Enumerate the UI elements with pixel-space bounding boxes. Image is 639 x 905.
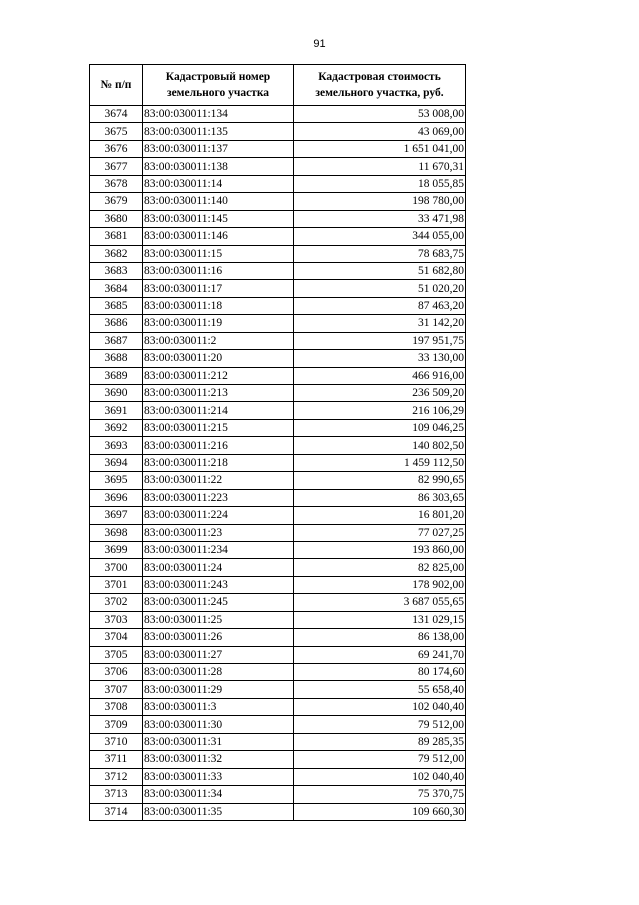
row-index-cell: 3696: [90, 489, 143, 506]
cadastral-number-cell: 83:00:030011:32: [143, 751, 294, 768]
row-index-cell: 3683: [90, 262, 143, 279]
cadastral-number-cell: 83:00:030011:15: [143, 245, 294, 262]
cadastral-number-cell: 83:00:030011:3: [143, 698, 294, 715]
cadastral-number-cell: 83:00:030011:33: [143, 768, 294, 785]
table-row: [90, 507, 466, 524]
cadastral-value-cell: 1 459 112,50: [294, 454, 466, 471]
cadastral-value-cell: 82 825,00: [294, 559, 466, 576]
row-index-cell: 3713: [90, 786, 143, 803]
cadastral-value-cell: 87 463,20: [294, 297, 466, 314]
cadastral-number-cell: 83:00:030011:23: [143, 524, 294, 541]
cadastral-value-cell: 16 801,20: [294, 507, 466, 524]
cadastral-number-cell: 83:00:030011:243: [143, 576, 294, 593]
table-row: [90, 262, 466, 279]
row-index-cell: 3711: [90, 751, 143, 768]
row-index-cell: 3694: [90, 454, 143, 471]
cadastral-number-cell: 83:00:030011:18: [143, 297, 294, 314]
cadastral-number-cell: 83:00:030011:218: [143, 454, 294, 471]
cadastral-number-cell: 83:00:030011:17: [143, 280, 294, 297]
cadastral-value-cell: 55 658,40: [294, 681, 466, 698]
row-index-cell: 3690: [90, 385, 143, 402]
cadastral-value-cell: 43 069,00: [294, 123, 466, 140]
row-index-cell: 3686: [90, 315, 143, 332]
table-row: [90, 768, 466, 785]
table-row: [90, 297, 466, 314]
cadastral-value-cell: 109 660,30: [294, 803, 466, 820]
cadastral-number-cell: 83:00:030011:34: [143, 786, 294, 803]
row-index-cell: 3698: [90, 524, 143, 541]
table-row: [90, 158, 466, 175]
row-index-cell: 3704: [90, 629, 143, 646]
cadastral-number-cell: 83:00:030011:24: [143, 559, 294, 576]
cadastral-number-cell: 83:00:030011:135: [143, 123, 294, 140]
cadastral-value-cell: 197 951,75: [294, 332, 466, 349]
cadastral-number-cell: 83:00:030011:30: [143, 716, 294, 733]
row-index-cell: 3710: [90, 733, 143, 750]
table-row: [90, 786, 466, 803]
row-index-cell: 3695: [90, 472, 143, 489]
row-index-cell: 3709: [90, 716, 143, 733]
row-index-cell: 3682: [90, 245, 143, 262]
cadastral-number-cell: 83:00:030011:22: [143, 472, 294, 489]
cadastral-number-cell: 83:00:030011:28: [143, 664, 294, 681]
cadastral-number-cell: 83:00:030011:14: [143, 175, 294, 192]
table-row: [90, 751, 466, 768]
row-index-cell: 3708: [90, 698, 143, 715]
table-row: [90, 611, 466, 628]
table-row: [90, 419, 466, 436]
cadastral-number-cell: 83:00:030011:29: [143, 681, 294, 698]
table-row: [90, 175, 466, 192]
column-header-cadastral-number: Кадастровый номер земельного участка: [143, 65, 294, 106]
table-row: [90, 576, 466, 593]
cadastral-number-cell: 83:00:030011:138: [143, 158, 294, 175]
row-index-cell: 3703: [90, 611, 143, 628]
cadastral-value-cell: 53 008,00: [294, 106, 466, 123]
table-row: [90, 472, 466, 489]
table-row: [90, 681, 466, 698]
cadastral-value-cell: 344 055,00: [294, 228, 466, 245]
table-row: [90, 454, 466, 471]
cadastral-value-cell: 131 029,15: [294, 611, 466, 628]
table-row: [90, 350, 466, 367]
table-row: [90, 803, 466, 820]
table-row: [90, 594, 466, 611]
cadastral-value-cell: 86 138,00: [294, 629, 466, 646]
column-header-cadastral-value: Кадастровая стоимость земельного участка, руб.: [294, 65, 466, 106]
table-row: [90, 123, 466, 140]
row-index-cell: 3712: [90, 768, 143, 785]
table-row: [90, 646, 466, 663]
cadastral-value-cell: 79 512,00: [294, 716, 466, 733]
cadastral-value-cell: 33 130,00: [294, 350, 466, 367]
cadastral-value-cell: 75 370,75: [294, 786, 466, 803]
cadastral-number-cell: 83:00:030011:26: [143, 629, 294, 646]
table-row: [90, 385, 466, 402]
table-row: [90, 332, 466, 349]
row-index-cell: 3681: [90, 228, 143, 245]
cadastral-value-cell: 86 303,65: [294, 489, 466, 506]
row-index-cell: 3705: [90, 646, 143, 663]
cadastral-number-cell: 83:00:030011:214: [143, 402, 294, 419]
row-index-cell: 3674: [90, 106, 143, 123]
table-row: [90, 489, 466, 506]
row-index-cell: 3680: [90, 210, 143, 227]
cadastral-number-cell: 83:00:030011:2: [143, 332, 294, 349]
row-index-cell: 3676: [90, 140, 143, 157]
cadastral-value-cell: 77 027,25: [294, 524, 466, 541]
table-row: [90, 629, 466, 646]
table-row: [90, 524, 466, 541]
row-index-cell: 3689: [90, 367, 143, 384]
cadastral-number-cell: 83:00:030011:223: [143, 489, 294, 506]
row-index-cell: 3693: [90, 437, 143, 454]
row-index-cell: 3691: [90, 402, 143, 419]
row-index-cell: 3677: [90, 158, 143, 175]
cadastral-number-cell: 83:00:030011:137: [143, 140, 294, 157]
row-index-cell: 3678: [90, 175, 143, 192]
cadastral-value-cell: 82 990,65: [294, 472, 466, 489]
column-header-index: № п/п: [90, 65, 143, 106]
row-index-cell: 3692: [90, 419, 143, 436]
row-index-cell: 3687: [90, 332, 143, 349]
table-row: [90, 315, 466, 332]
cadastral-number-cell: 83:00:030011:19: [143, 315, 294, 332]
cadastral-value-cell: 216 106,29: [294, 402, 466, 419]
row-index-cell: 3714: [90, 803, 143, 820]
row-index-cell: 3675: [90, 123, 143, 140]
row-index-cell: 3706: [90, 664, 143, 681]
table-row: [90, 140, 466, 157]
cadastral-number-cell: 83:00:030011:216: [143, 437, 294, 454]
cadastral-value-cell: 79 512,00: [294, 751, 466, 768]
table-row: [90, 698, 466, 715]
table-row: [90, 106, 466, 123]
cadastral-value-cell: 51 020,20: [294, 280, 466, 297]
cadastral-value-cell: 18 055,85: [294, 175, 466, 192]
cadastral-number-cell: 83:00:030011:213: [143, 385, 294, 402]
table-row: [90, 210, 466, 227]
cadastral-value-cell: 69 241,70: [294, 646, 466, 663]
row-index-cell: 3679: [90, 193, 143, 210]
cadastral-number-cell: 83:00:030011:140: [143, 193, 294, 210]
cadastral-number-cell: 83:00:030011:146: [143, 228, 294, 245]
cadastral-number-cell: 83:00:030011:224: [143, 507, 294, 524]
cadastral-number-cell: 83:00:030011:134: [143, 106, 294, 123]
cadastral-number-cell: 83:00:030011:35: [143, 803, 294, 820]
row-index-cell: 3685: [90, 297, 143, 314]
cadastral-value-cell: 102 040,40: [294, 768, 466, 785]
cadastral-value-cell: 78 683,75: [294, 245, 466, 262]
cadastral-value-cell: 466 916,00: [294, 367, 466, 384]
cadastral-value-table: [89, 64, 466, 821]
cadastral-value-cell: 89 285,35: [294, 733, 466, 750]
row-index-cell: 3700: [90, 559, 143, 576]
cadastral-number-cell: 83:00:030011:16: [143, 262, 294, 279]
cadastral-value-cell: 193 860,00: [294, 541, 466, 558]
cadastral-value-cell: 198 780,00: [294, 193, 466, 210]
table-row: [90, 541, 466, 558]
row-index-cell: 3684: [90, 280, 143, 297]
table-row: [90, 559, 466, 576]
cadastral-value-cell: 1 651 041,00: [294, 140, 466, 157]
cadastral-value-cell: 140 802,50: [294, 437, 466, 454]
cadastral-number-cell: 83:00:030011:212: [143, 367, 294, 384]
cadastral-number-cell: 83:00:030011:20: [143, 350, 294, 367]
row-index-cell: 3699: [90, 541, 143, 558]
cadastral-value-cell: 109 046,25: [294, 419, 466, 436]
cadastral-value-cell: 33 471,98: [294, 210, 466, 227]
table-body: [90, 106, 466, 821]
table-header-row: [90, 65, 466, 106]
cadastral-number-cell: 83:00:030011:245: [143, 594, 294, 611]
cadastral-value-cell: 3 687 055,65: [294, 594, 466, 611]
cadastral-number-cell: 83:00:030011:25: [143, 611, 294, 628]
table-row: [90, 228, 466, 245]
table-row: [90, 193, 466, 210]
table-row: [90, 733, 466, 750]
table-row: [90, 245, 466, 262]
row-index-cell: 3702: [90, 594, 143, 611]
table-row: [90, 664, 466, 681]
cadastral-number-cell: 83:00:030011:27: [143, 646, 294, 663]
table-row: [90, 280, 466, 297]
table-row: [90, 367, 466, 384]
cadastral-value-cell: 236 509,20: [294, 385, 466, 402]
cadastral-value-cell: 51 682,80: [294, 262, 466, 279]
row-index-cell: 3697: [90, 507, 143, 524]
table-row: [90, 716, 466, 733]
cadastral-value-cell: 178 902,00: [294, 576, 466, 593]
row-index-cell: 3707: [90, 681, 143, 698]
cadastral-value-cell: 102 040,40: [294, 698, 466, 715]
cadastral-number-cell: 83:00:030011:31: [143, 733, 294, 750]
page-number: 91: [313, 38, 326, 50]
row-index-cell: 3688: [90, 350, 143, 367]
cadastral-value-cell: 11 670,31: [294, 158, 466, 175]
cadastral-number-cell: 83:00:030011:215: [143, 419, 294, 436]
cadastral-number-cell: 83:00:030011:145: [143, 210, 294, 227]
cadastral-value-cell: 80 174,60: [294, 664, 466, 681]
cadastral-number-cell: 83:00:030011:234: [143, 541, 294, 558]
cadastral-value-cell: 31 142,20: [294, 315, 466, 332]
table-row: [90, 437, 466, 454]
row-index-cell: 3701: [90, 576, 143, 593]
table-row: [90, 402, 466, 419]
